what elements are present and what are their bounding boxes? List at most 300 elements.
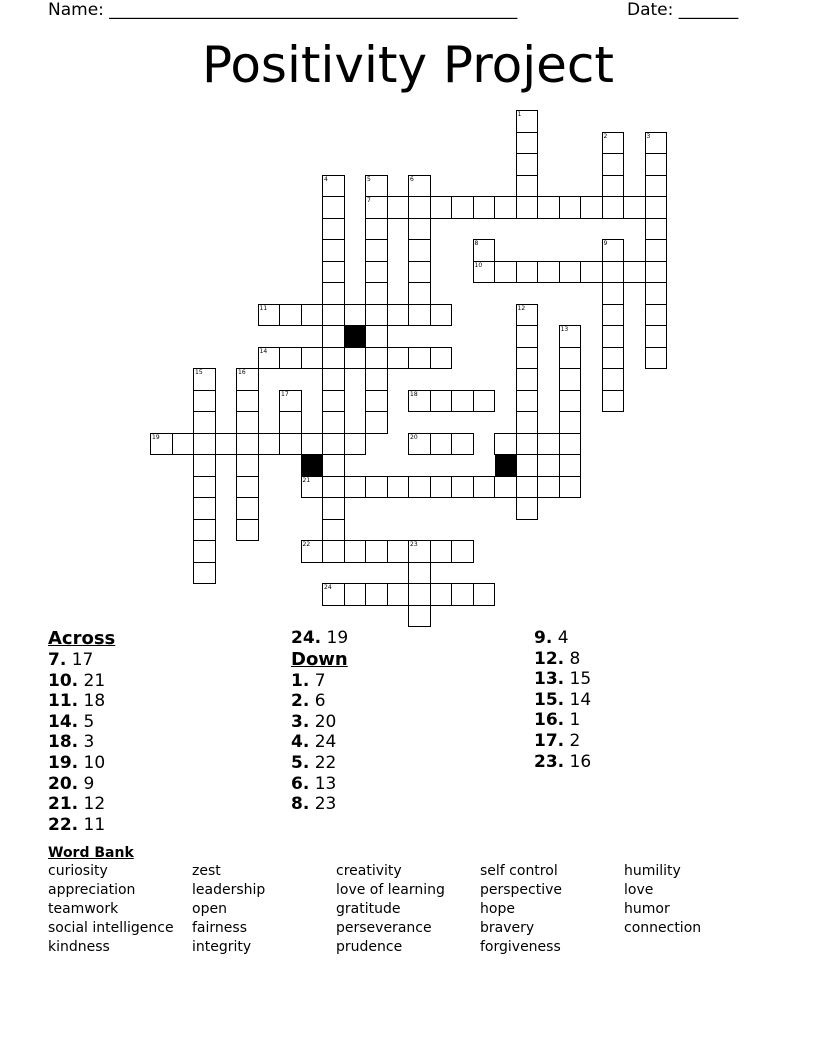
grid-cell[interactable] <box>365 540 388 563</box>
clue-number: 16 <box>238 369 246 376</box>
clue-column-3 <box>534 628 591 772</box>
grid-cell[interactable] <box>602 132 625 155</box>
date-field[interactable]: Date: _______ <box>627 0 739 20</box>
grid-cell[interactable] <box>559 368 582 391</box>
down-clue <box>291 794 348 815</box>
grid-cell[interactable] <box>344 583 367 606</box>
grid-cell[interactable] <box>602 282 625 305</box>
across-clue <box>48 732 115 753</box>
grid-cell[interactable] <box>387 583 410 606</box>
clue-text: 5 <box>83 711 95 732</box>
grid-cell[interactable] <box>322 454 345 477</box>
grid-cell[interactable] <box>387 476 410 499</box>
grid-cell[interactable] <box>279 347 302 370</box>
grid-cell[interactable] <box>236 368 259 391</box>
clue-text: 24 <box>314 732 337 753</box>
grid-cell[interactable] <box>537 261 560 284</box>
grid-cell[interactable] <box>365 390 388 413</box>
word-bank-word: zest <box>192 863 221 879</box>
clue-number: 18 <box>410 390 418 398</box>
across-heading: Across <box>48 628 116 649</box>
grid-cell[interactable] <box>451 433 474 456</box>
grid-cell[interactable] <box>602 304 625 327</box>
clue-number: 6. <box>291 773 310 794</box>
clue-number: 8 <box>474 240 479 247</box>
grid-cell[interactable] <box>408 605 431 628</box>
clue-number: 20 <box>410 433 418 441</box>
grid-cell[interactable] <box>516 368 539 391</box>
grid-cell[interactable] <box>430 583 453 606</box>
grid-cell[interactable] <box>559 454 582 477</box>
grid-cell[interactable] <box>580 196 603 219</box>
clue-number: 11 <box>259 304 268 312</box>
grid-cell[interactable] <box>645 132 668 155</box>
grid-cell[interactable] <box>322 239 345 262</box>
grid-cell[interactable] <box>365 368 388 391</box>
grid-cell[interactable] <box>365 583 388 606</box>
word-bank-column <box>624 862 768 938</box>
grid-cell[interactable] <box>494 196 517 219</box>
grid-cell[interactable] <box>408 562 431 585</box>
grid-cell[interactable] <box>215 433 238 456</box>
grid-cell[interactable] <box>236 519 259 542</box>
grid-cell[interactable] <box>322 583 345 606</box>
grid-cell[interactable] <box>408 218 431 241</box>
clue-number: 7. <box>48 650 67 670</box>
grid-cell[interactable] <box>322 347 345 370</box>
black-square <box>495 455 517 477</box>
grid-cell[interactable] <box>387 540 410 563</box>
across-clue <box>291 628 348 649</box>
clue-number: 4 <box>324 175 328 183</box>
word-bank-word: perspective <box>480 882 563 898</box>
grid-cell[interactable] <box>387 196 410 219</box>
grid-cell[interactable] <box>537 196 560 219</box>
clue-text: 8 <box>569 648 581 669</box>
word-bank-word: forgiveness <box>480 939 561 955</box>
grid-cell[interactable] <box>430 304 453 327</box>
clue-number: 12. <box>534 648 565 669</box>
grid-cell[interactable] <box>430 476 453 499</box>
clue-number: 1. <box>291 670 310 691</box>
black-square <box>301 455 323 477</box>
down-clue <box>534 669 591 690</box>
grid-cell[interactable] <box>559 325 582 348</box>
clue-number: 17. <box>534 730 565 751</box>
grid-cell[interactable] <box>365 218 388 241</box>
grid-cell[interactable] <box>387 304 410 327</box>
word-bank-word: leadership <box>192 882 266 898</box>
grid-cell[interactable] <box>322 540 345 563</box>
grid-cell[interactable] <box>322 218 345 241</box>
grid-cell[interactable] <box>494 476 517 499</box>
grid-cell[interactable] <box>365 304 388 327</box>
grid-cell[interactable] <box>322 304 345 327</box>
grid-cell[interactable] <box>559 411 582 434</box>
clue-number: 18. <box>48 732 79 753</box>
across-clue <box>48 691 115 712</box>
clue-number: 2. <box>291 691 310 712</box>
word-bank-column <box>480 862 624 957</box>
clue-number: 9. <box>534 628 553 648</box>
grid-cell[interactable] <box>516 153 539 176</box>
grid-cell[interactable] <box>537 433 560 456</box>
grid-cell[interactable] <box>258 347 281 370</box>
clue-number: 1 <box>517 111 522 118</box>
clue-text: 11 <box>83 814 106 835</box>
black-square <box>344 326 366 348</box>
grid-cell[interactable] <box>537 476 560 499</box>
grid-cell[interactable] <box>301 347 324 370</box>
across-clue <box>48 650 115 671</box>
clue-number: 10 <box>474 261 483 269</box>
word-bank-title: Word Bank <box>48 845 134 861</box>
clue-column-2 <box>291 628 348 815</box>
grid-cell[interactable] <box>494 433 517 456</box>
clue-number: 10. <box>48 670 79 691</box>
grid-cell[interactable] <box>408 347 431 370</box>
grid-cell[interactable] <box>279 411 302 434</box>
word-bank-column <box>192 862 336 957</box>
grid-cell[interactable] <box>602 153 625 176</box>
clue-number: 3 <box>646 132 651 140</box>
grid-cell[interactable] <box>559 476 582 499</box>
clue-number: 11. <box>48 691 79 712</box>
grid-cell[interactable] <box>322 368 345 391</box>
clue-number: 23. <box>534 751 565 772</box>
grid-cell[interactable] <box>623 196 646 219</box>
word-bank-word: humor <box>624 901 670 917</box>
word-bank-word: humility <box>624 863 681 879</box>
clue-text: 18 <box>83 691 106 712</box>
clue-number: 22. <box>48 814 79 835</box>
clue-text: 1 <box>569 710 581 731</box>
grid-cell[interactable] <box>408 304 431 327</box>
down-clue <box>291 753 348 774</box>
grid-cell[interactable] <box>193 476 216 499</box>
grid-cell[interactable] <box>516 196 539 219</box>
grid-cell[interactable] <box>301 433 324 456</box>
grid-cell[interactable] <box>559 347 582 370</box>
grid-cell[interactable] <box>365 261 388 284</box>
grid-cell[interactable] <box>645 175 668 198</box>
clue-number: 21 <box>302 476 311 484</box>
grid-cell[interactable] <box>408 433 431 456</box>
grid-cell[interactable] <box>430 540 453 563</box>
grid-cell[interactable] <box>322 196 345 219</box>
page-title: Positivity Project <box>201 36 615 94</box>
grid-cell[interactable] <box>322 519 345 542</box>
grid-cell[interactable] <box>322 261 345 284</box>
grid-cell[interactable] <box>645 239 668 262</box>
grid-cell[interactable] <box>580 261 603 284</box>
grid-cell[interactable] <box>473 196 496 219</box>
clue-text: 22 <box>314 752 337 773</box>
clue-text: 19 <box>326 628 349 648</box>
clue-text: 6 <box>314 691 326 712</box>
grid-cell[interactable] <box>322 433 345 456</box>
grid-cell[interactable] <box>494 261 517 284</box>
grid-cell[interactable] <box>322 476 345 499</box>
grid-cell[interactable] <box>344 540 367 563</box>
down-clue <box>291 774 348 795</box>
grid-cell[interactable] <box>408 239 431 262</box>
grid-cell[interactable] <box>322 497 345 520</box>
grid-cell[interactable] <box>408 261 431 284</box>
word-bank-word: love <box>624 882 654 898</box>
grid-cell[interactable] <box>344 304 367 327</box>
clue-number: 19. <box>48 752 79 773</box>
word-bank-word: fairness <box>192 920 247 936</box>
clue-number: 15 <box>195 369 203 376</box>
clue-number: 23 <box>410 541 418 548</box>
clue-number: 19 <box>152 433 160 441</box>
grid-cell[interactable] <box>516 304 539 327</box>
grid-cell[interactable] <box>193 519 216 542</box>
grid-cell[interactable] <box>365 476 388 499</box>
across-clue <box>48 671 115 692</box>
grid-cell[interactable] <box>473 390 496 413</box>
word-bank-column <box>48 862 192 957</box>
grid-cell[interactable] <box>602 325 625 348</box>
grid-cell[interactable] <box>301 540 324 563</box>
clue-number: 6 <box>410 175 414 183</box>
word-bank-word: love of learning <box>336 882 445 898</box>
across-clue <box>48 712 115 733</box>
grid-cell[interactable] <box>193 411 216 434</box>
clue-number: 12 <box>517 304 526 312</box>
grid-cell[interactable] <box>645 282 668 305</box>
grid-cell[interactable] <box>408 540 431 563</box>
grid-cell[interactable] <box>408 196 431 219</box>
grid-cell[interactable] <box>322 325 345 348</box>
grid-cell[interactable] <box>645 218 668 241</box>
clue-number: 4. <box>291 732 310 753</box>
clue-number: 21. <box>48 794 79 815</box>
word-bank-word: appreciation <box>48 882 136 898</box>
grid-cell[interactable] <box>322 282 345 305</box>
grid-cell[interactable] <box>172 433 195 456</box>
grid-cell[interactable] <box>645 325 668 348</box>
down-heading: Down <box>291 648 348 670</box>
grid-cell[interactable] <box>602 175 625 198</box>
grid-cell[interactable] <box>516 390 539 413</box>
grid-cell[interactable] <box>473 476 496 499</box>
across-clue <box>48 815 115 836</box>
grid-cell[interactable] <box>344 347 367 370</box>
grid-cell[interactable] <box>150 433 173 456</box>
grid-cell[interactable] <box>451 540 474 563</box>
grid-cell[interactable] <box>301 476 324 499</box>
grid-cell[interactable] <box>193 562 216 585</box>
clue-number: 24. <box>291 628 322 648</box>
grid-cell[interactable] <box>516 454 539 477</box>
word-bank-word: self control <box>480 863 558 879</box>
clue-text: 4 <box>557 628 569 648</box>
grid-cell[interactable] <box>645 196 668 219</box>
grid-cell[interactable] <box>559 433 582 456</box>
grid-cell[interactable] <box>236 476 259 499</box>
grid-cell[interactable] <box>623 261 646 284</box>
down-clue <box>534 690 591 711</box>
grid-cell[interactable] <box>258 433 281 456</box>
grid-cell[interactable] <box>516 261 539 284</box>
grid-cell[interactable] <box>430 196 453 219</box>
clue-text: 20 <box>314 711 337 732</box>
word-bank-column <box>336 862 480 957</box>
word-bank-word: bravery <box>480 920 535 936</box>
grid-cell[interactable] <box>408 282 431 305</box>
grid-cell[interactable] <box>236 454 259 477</box>
down-clue <box>291 691 348 712</box>
grid-cell[interactable] <box>516 110 539 133</box>
grid-cell[interactable] <box>236 390 259 413</box>
grid-cell[interactable] <box>193 540 216 563</box>
clue-text: 15 <box>569 669 592 690</box>
grid-cell[interactable] <box>516 175 539 198</box>
grid-cell[interactable] <box>408 390 431 413</box>
word-bank-word: integrity <box>192 939 252 955</box>
grid-cell[interactable] <box>258 304 281 327</box>
grid-cell[interactable] <box>602 261 625 284</box>
grid-cell[interactable] <box>408 175 431 198</box>
word-bank-word: social intelligence <box>48 920 174 936</box>
grid-cell[interactable] <box>473 239 496 262</box>
grid-cell[interactable] <box>322 175 345 198</box>
grid-cell[interactable] <box>365 325 388 348</box>
grid-cell[interactable] <box>236 411 259 434</box>
grid-cell[interactable] <box>365 411 388 434</box>
word-bank-word: creativity <box>336 863 402 879</box>
grid-cell[interactable] <box>193 368 216 391</box>
grid-cell[interactable] <box>193 454 216 477</box>
grid-cell[interactable] <box>645 153 668 176</box>
word-bank-word: gratitude <box>336 901 401 917</box>
clue-number: 24 <box>324 584 332 591</box>
grid-cell[interactable] <box>516 476 539 499</box>
grid-cell[interactable] <box>516 411 539 434</box>
clue-text: 16 <box>569 751 592 772</box>
clue-text: 7 <box>314 670 326 691</box>
grid-cell[interactable] <box>236 497 259 520</box>
grid-cell[interactable] <box>430 390 453 413</box>
grid-cell[interactable] <box>430 433 453 456</box>
grid-cell[interactable] <box>516 347 539 370</box>
grid-cell[interactable] <box>473 583 496 606</box>
grid-cell[interactable] <box>301 304 324 327</box>
grid-cell[interactable] <box>516 497 539 520</box>
grid-cell[interactable] <box>408 476 431 499</box>
grid-cell[interactable] <box>365 196 388 219</box>
clue-text: 14 <box>569 689 592 710</box>
grid-cell[interactable] <box>516 433 539 456</box>
grid-cell[interactable] <box>645 261 668 284</box>
grid-cell[interactable] <box>602 239 625 262</box>
clue-text: 21 <box>83 670 106 691</box>
grid-cell[interactable] <box>365 175 388 198</box>
grid-cell[interactable] <box>365 282 388 305</box>
grid-cell[interactable] <box>451 390 474 413</box>
grid-cell[interactable] <box>344 476 367 499</box>
word-bank-word: open <box>192 901 227 917</box>
word-bank-word: kindness <box>48 939 110 955</box>
clue-text: 3 <box>83 732 95 753</box>
clue-text: 10 <box>83 752 106 773</box>
clue-text: 17 <box>71 650 94 670</box>
grid-cell[interactable] <box>602 347 625 370</box>
name-field[interactable]: Name: ________________________________________________ <box>48 0 518 20</box>
clue-number: 5. <box>291 752 310 773</box>
down-clue <box>291 671 348 692</box>
grid-cell[interactable] <box>451 196 474 219</box>
grid-cell[interactable] <box>236 433 259 456</box>
grid-cell[interactable] <box>344 433 367 456</box>
clue-number: 13 <box>560 326 569 333</box>
clue-number: 20. <box>48 773 79 794</box>
clue-number: 16. <box>534 710 565 731</box>
across-clue <box>48 753 115 774</box>
word-bank-word: connection <box>624 920 702 936</box>
grid-cell[interactable] <box>279 304 302 327</box>
clue-number: 2 <box>603 132 608 140</box>
grid-cell[interactable] <box>473 261 496 284</box>
grid-cell[interactable] <box>365 239 388 262</box>
grid-cell[interactable] <box>279 390 302 413</box>
down-clue <box>534 752 591 773</box>
grid-cell[interactable] <box>645 304 668 327</box>
grid-cell[interactable] <box>451 583 474 606</box>
word-bank-word: hope <box>480 901 515 917</box>
grid-cell[interactable] <box>430 347 453 370</box>
clue-text: 12 <box>83 794 106 815</box>
grid-cell[interactable] <box>193 390 216 413</box>
grid-cell[interactable] <box>408 583 431 606</box>
grid-cell[interactable] <box>516 132 539 155</box>
down-clue <box>534 731 591 752</box>
clue-text: 13 <box>314 773 337 794</box>
down-clue <box>534 628 591 649</box>
grid-cell[interactable] <box>602 368 625 391</box>
grid-cell[interactable] <box>365 347 388 370</box>
clue-number: 8. <box>291 794 310 815</box>
grid-cell[interactable] <box>279 433 302 456</box>
grid-cell[interactable] <box>451 476 474 499</box>
grid-cell[interactable] <box>193 433 216 456</box>
grid-cell[interactable] <box>516 325 539 348</box>
grid-cell[interactable] <box>645 347 668 370</box>
grid-cell[interactable] <box>602 390 625 413</box>
word-bank-word: perseverance <box>336 920 432 936</box>
word-bank-word: prudence <box>336 939 403 955</box>
clue-number: 14 <box>259 347 268 355</box>
down-clue <box>534 710 591 731</box>
clue-number: 22 <box>302 541 311 548</box>
grid-cell[interactable] <box>322 411 345 434</box>
clue-number: 9 <box>603 240 608 247</box>
grid-cell[interactable] <box>559 261 582 284</box>
clues-section <box>0 628 816 843</box>
grid-cell[interactable] <box>602 196 625 219</box>
grid-cell[interactable] <box>193 497 216 520</box>
across-clue <box>48 774 115 795</box>
clue-text: 23 <box>314 794 337 815</box>
down-clue <box>534 649 591 670</box>
grid-cell[interactable] <box>559 196 582 219</box>
grid-cell[interactable] <box>559 390 582 413</box>
grid-cell[interactable] <box>387 347 410 370</box>
clue-number: 13. <box>534 669 565 690</box>
grid-cell[interactable] <box>322 390 345 413</box>
